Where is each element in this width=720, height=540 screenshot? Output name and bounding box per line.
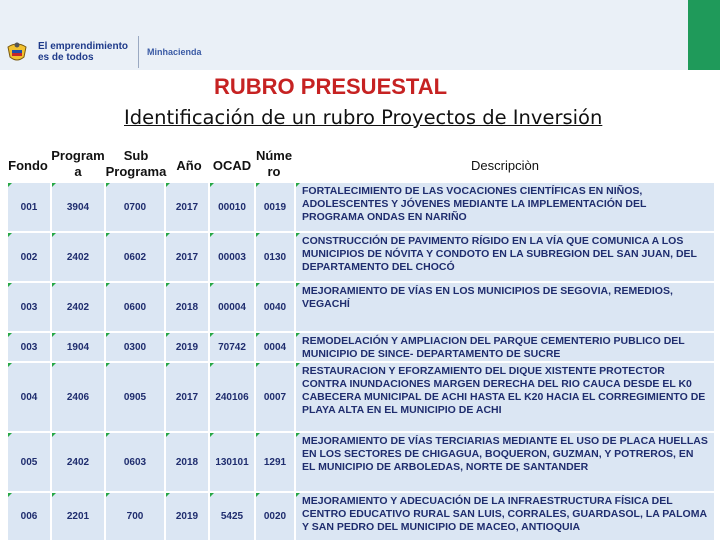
cell-anio: 2017 bbox=[166, 183, 208, 231]
cell-fondo: 001 bbox=[8, 183, 50, 231]
cell-descripcion: CONSTRUCCIÓN DE PAVIMENTO RÍGIDO EN LA VÍA QUE COMUNICA A LOS MUNICIPIOS DE NÓVITA Y CONDOTO EN LA SUBREGION DEL SAN JUAN, DEL DEPARTAMENTO DEL CHOCÓ bbox=[296, 233, 714, 281]
accent-bar bbox=[688, 0, 720, 70]
cell-subprograma: 0700 bbox=[106, 183, 164, 231]
col-header-descripcion: Descripciòn bbox=[471, 158, 539, 173]
cell-subprograma: 0300 bbox=[106, 333, 164, 361]
cell-fondo: 002 bbox=[8, 233, 50, 281]
cell-anio: 2017 bbox=[166, 363, 208, 431]
cell-fondo: 004 bbox=[8, 363, 50, 431]
cell-ocad: 00004 bbox=[210, 283, 254, 331]
cell-numero: 0130 bbox=[256, 233, 294, 281]
coat-of-arms-icon bbox=[4, 39, 30, 65]
cell-descripcion: MEJORAMIENTO Y ADECUACIÓN DE LA INFRAESTRUCTURA FÍSICA DEL CENTRO EDUCATIVO RURAL SAN LUIS, CORRALES, GUARDASOL, LA PALOMA Y SAN PEDRO DEL MUNICIPIO DE MACEO, ANTIOQUIA bbox=[296, 493, 714, 540]
cell-programa: 2402 bbox=[52, 233, 104, 281]
cell-subprograma: 0905 bbox=[106, 363, 164, 431]
table-row bbox=[8, 283, 714, 331]
cell-numero: 0020 bbox=[256, 493, 294, 540]
brand-line1: El emprendimiento bbox=[38, 41, 129, 52]
brand-line2: es de todos bbox=[38, 52, 94, 63]
cell-numero: 0019 bbox=[256, 183, 294, 231]
table-row bbox=[8, 363, 714, 431]
page-title: RUBRO PRESUESTAL bbox=[214, 74, 448, 99]
cell-fondo: 003 bbox=[8, 333, 50, 361]
cell-programa: 2406 bbox=[52, 363, 104, 431]
brand-text bbox=[38, 41, 130, 63]
cell-ocad: 130101 bbox=[210, 433, 254, 491]
logo-area bbox=[4, 32, 202, 72]
cell-anio: 2018 bbox=[166, 283, 208, 331]
cell-programa: 2201 bbox=[52, 493, 104, 540]
cell-numero: 0007 bbox=[256, 363, 294, 431]
cell-ocad: 00010 bbox=[210, 183, 254, 231]
col-header-ocad: OCAD bbox=[212, 158, 252, 173]
cell-ocad: 5425 bbox=[210, 493, 254, 540]
cell-numero: 0040 bbox=[256, 283, 294, 331]
cell-descripcion: MEJORAMIENTO DE VÍAS EN LOS MUNICIPIOS DE SEGOVIA, REMEDIOS, VEGACHÍ bbox=[296, 283, 714, 331]
cell-descripcion: MEJORAMIENTO DE VÍAS TERCIARIAS MEDIANTE EL USO DE PLACA HUELLAS EN LOS SECTORES DE CHIGAGUA, BOQUERON, GUZMAN, Y POTREROS, EN EL MUNICIPIO DE ARBOLEDAS, NORTE DE SANTANDER bbox=[296, 433, 714, 491]
cell-programa: 2402 bbox=[52, 433, 104, 491]
logo-divider bbox=[138, 36, 139, 68]
cell-ocad: 70742 bbox=[210, 333, 254, 361]
cell-ocad: 240106 bbox=[210, 363, 254, 431]
cell-subprograma: 0600 bbox=[106, 283, 164, 331]
cell-numero: 0004 bbox=[256, 333, 294, 361]
cell-ocad: 00003 bbox=[210, 233, 254, 281]
table-row bbox=[8, 433, 714, 491]
table-row bbox=[8, 333, 714, 361]
col-header-subprograma: Sub Programa bbox=[105, 148, 167, 179]
table-row bbox=[8, 233, 714, 281]
cell-anio: 2019 bbox=[166, 333, 208, 361]
table-row bbox=[8, 493, 714, 540]
page-subtitle: Identificación de un rubro Proyectos de Inversión bbox=[124, 106, 603, 129]
col-header-anio: Año bbox=[176, 158, 202, 173]
cell-fondo: 003 bbox=[8, 283, 50, 331]
cell-anio: 2018 bbox=[166, 433, 208, 491]
cell-programa: 2402 bbox=[52, 283, 104, 331]
cell-anio: 2019 bbox=[166, 493, 208, 540]
cell-descripcion: RESTAURACION Y EFORZAMIENTO DEL DIQUE XISTENTE PROTECTOR CONTRA INUNDACIONES MARGEN DERECHA DEL RIO CAUCA DESDE EL K0 CABECERA MUNICIPAL DE ACHI HASTA EL K20 HACIA EL CORREGIMIENTO DE PLAYA ALTA EN EL MUNICIPIO DE ACHI bbox=[296, 363, 714, 431]
cell-anio: 2017 bbox=[166, 233, 208, 281]
budget-table bbox=[8, 181, 714, 540]
cell-fondo: 005 bbox=[8, 433, 50, 491]
table-row bbox=[8, 183, 714, 231]
ministry-logo: Minhacienda bbox=[147, 47, 202, 57]
cell-numero: 1291 bbox=[256, 433, 294, 491]
cell-subprograma: 700 bbox=[106, 493, 164, 540]
col-header-programa: Programa bbox=[51, 148, 105, 179]
cell-subprograma: 0603 bbox=[106, 433, 164, 491]
cell-fondo: 006 bbox=[8, 493, 50, 540]
cell-programa: 1904 bbox=[52, 333, 104, 361]
cell-programa: 3904 bbox=[52, 183, 104, 231]
cell-descripcion: REMODELACIÓN Y AMPLIACION DEL PARQUE CEMENTERIO PUBLICO DEL MUNICIPIO DE SINCE- DEPARTAMENTO DE SUCRE bbox=[296, 333, 714, 361]
col-header-fondo: Fondo bbox=[8, 158, 48, 173]
cell-subprograma: 0602 bbox=[106, 233, 164, 281]
col-header-numero: Número bbox=[255, 148, 293, 179]
cell-descripcion: FORTALECIMIENTO DE LAS VOCACIONES CIENTÍFICAS EN NIÑOS, ADOLESCENTES Y JÓVENES MEDIANTE LA IMPLEMENTACIÓN DEL PROGRAMA ONDAS EN NARIÑO bbox=[296, 183, 714, 231]
